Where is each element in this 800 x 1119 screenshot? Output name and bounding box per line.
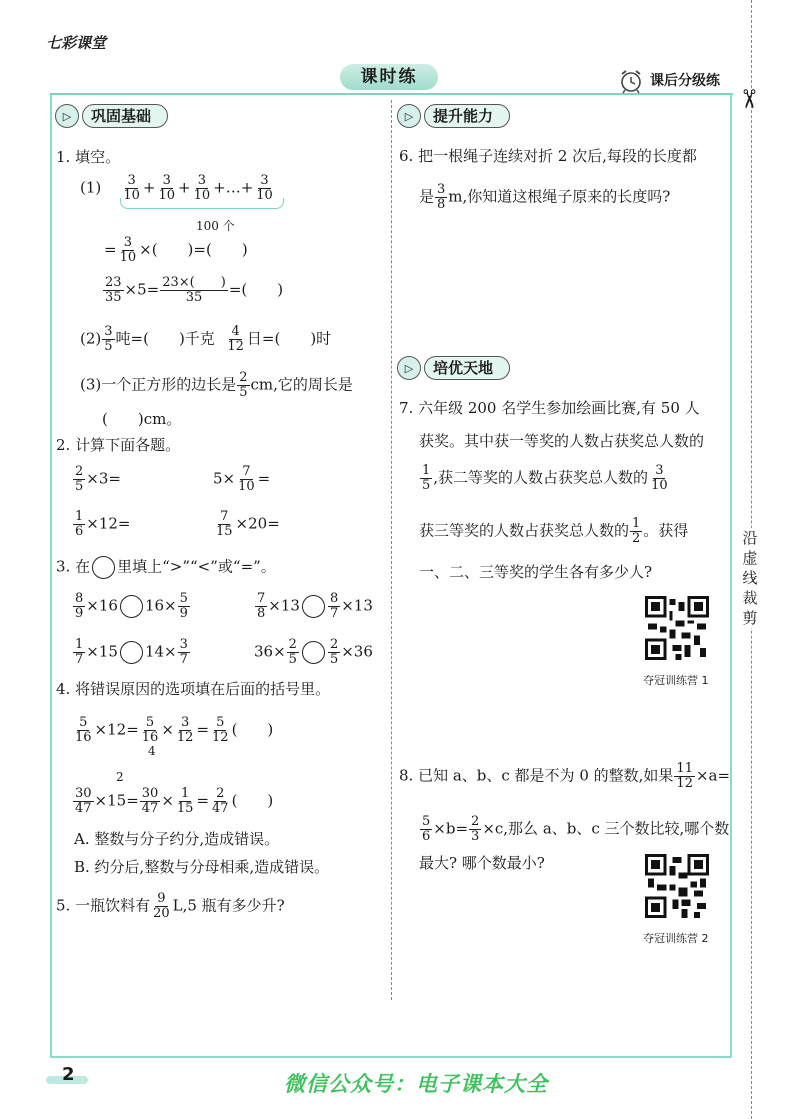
compare-circle[interactable] — [302, 641, 325, 664]
q2-heading: 2. 计算下面各题。 — [56, 436, 181, 454]
fraction: $\frac{3}{10}$ — [158, 173, 175, 203]
q8-line-2: $\frac{5}{6}$ ×b= $\frac{2}{3}$ ×c,那么 a、b、c 三个数比较,哪个数 — [422, 814, 730, 844]
play-icon: ▷ — [397, 356, 421, 380]
q3-item-4: 36× $\frac{2}{5}$ $\frac{2}{5}$ ×36 — [254, 637, 373, 667]
q6-line-2: 是 $\frac{3}{8}$ m,你知道这根绳子原来的长度吗? — [419, 182, 671, 212]
q4-expression-1: $\frac{5}{16}$ ×12= $\frac{5}{16}$ × $\frac{3}{12}$ = $\frac{5}{12}$ ( ) — [75, 715, 274, 745]
q2-item-1: $\frac{2}{5}$ ×3= — [75, 464, 121, 494]
q1-part1-line3: $\frac{23}{35}$ ×5= $\frac{23\times( )}{35}$ =( ) — [105, 275, 284, 305]
q1-part1-line2: = $\frac{3}{10}$ ×( )=( ) — [104, 235, 248, 265]
compare-circle[interactable] — [120, 641, 143, 664]
underbrace — [120, 198, 284, 209]
cancel-mark: 2 — [116, 770, 124, 784]
alarm-clock-icon — [616, 68, 646, 94]
play-icon: ▷ — [397, 104, 421, 128]
fraction: $\frac{3}{10}$ — [256, 173, 273, 203]
qr-caption: 夺冠训练营 1 — [643, 674, 709, 687]
q3-item-2: $\frac{7}{8}$ ×13 $\frac{8}{7}$ ×13 — [257, 591, 373, 621]
q1-heading: 1. 填空。 — [56, 148, 121, 166]
qr-code-icon[interactable] — [645, 854, 709, 918]
q1-part3-cont: ( )cm。 — [102, 410, 182, 428]
q2-item-2: 5× $\frac{7}{10}$ = — [213, 464, 271, 494]
q6-line-1: 6. 把一根绳子连续对折 2 次后,每段的长度都 — [399, 147, 697, 165]
q1-part3: (3)一个正方形的边长是 $\frac{2}{5}$ cm,它的周长是 — [80, 370, 353, 400]
compare-circle[interactable] — [120, 595, 143, 618]
q5: 5. 一瓶饮料有 $\frac{9}{20}$ L,5 瓶有多少升? — [56, 891, 285, 921]
subtitle: 课后分级练 — [650, 73, 720, 89]
q4-heading: 4. 将错误原因的选项填在后面的括号里。 — [56, 680, 331, 698]
play-icon: ▷ — [55, 104, 79, 128]
q7-line-1: 7. 六年级 200 名学生参加绘画比赛,有 50 人 — [399, 399, 700, 417]
q7-line-4: 获三等奖的人数占获奖总人数的 $\frac{1}{2}$ 。获得 — [419, 516, 689, 546]
qr-caption: 夺冠训练营 2 — [643, 932, 709, 945]
section-header-basics: ▷ 巩固基础 — [55, 103, 168, 129]
cut-note: 沿虚线裁剪 — [742, 529, 758, 627]
count-label: 100 个 — [196, 219, 235, 233]
qr-code-icon[interactable] — [645, 596, 709, 660]
scissors-icon: ✂ — [732, 88, 763, 110]
section-header-improve: ▷ 提升能力 — [397, 103, 510, 129]
compare-circle[interactable] — [92, 556, 115, 579]
q1-part1: (1) $\frac{3}{10}$ + $\frac{3}{10}$ + $\frac{3}{10}$ +…+ $\frac{3}{10}$ — [80, 173, 273, 203]
q8-line-1: 8. 已知 a、b、c 都是不为 0 的整数,如果 $\frac{11}{12}$ ×a= — [399, 761, 731, 791]
q7-line-2: 获奖。其中获一等奖的人数占获奖总人数的 — [419, 432, 705, 450]
section-header-advanced: ▷ 培优天地 — [397, 355, 510, 381]
q4-option-a: A. 整数与分子约分,造成错误。 — [74, 830, 280, 848]
q2-item-4: $\frac{7}{15}$ ×20= — [216, 509, 280, 539]
fraction: $\frac{3}{10}$ — [123, 173, 140, 203]
q3-item-3: $\frac{1}{7}$ ×15 14× $\frac{3}{7}$ — [75, 637, 188, 667]
column-divider — [391, 100, 392, 1000]
q3-heading: 3. 在 里填上“>”“<”或“=”。 — [56, 556, 276, 579]
page-number: 2 — [62, 1064, 75, 1085]
cancel-mark: 4 — [148, 744, 156, 758]
q1-part2: (2) $\frac{3}{5}$ 吨=( )千克 $\frac{4}{12}$ 日=( )时 — [80, 324, 332, 354]
q4-expression-2: $\frac{30}{47}$ ×15= $\frac{30}{47}$ × $\frac{1}{15}$ = $\frac{2}{47}$ ( ) — [75, 786, 274, 816]
q8-line-3: 最大? 哪个数最小? — [419, 854, 545, 872]
brand-logo: 七彩课堂 — [46, 34, 107, 52]
compare-circle[interactable] — [302, 595, 325, 618]
q7-line-3: $\frac{1}{5}$ ,获二等奖的人数占获奖总人数的 $\frac{3}{10}$ — [422, 463, 668, 493]
page-title: 课时练 — [340, 64, 438, 90]
q3-item-1: $\frac{8}{9}$ ×16 16× $\frac{5}{9}$ — [75, 591, 188, 621]
fraction: $\frac{3}{10}$ — [193, 173, 211, 203]
q4-option-b: B. 约分后,整数与分母相乘,造成错误。 — [74, 858, 330, 876]
footer-watermark: 微信公众号：电子课本大全 — [284, 1072, 548, 1096]
q2-item-3: $\frac{1}{6}$ ×12= — [75, 509, 131, 539]
q7-line-5: 一、二、三等奖的学生各有多少人? — [419, 563, 653, 581]
